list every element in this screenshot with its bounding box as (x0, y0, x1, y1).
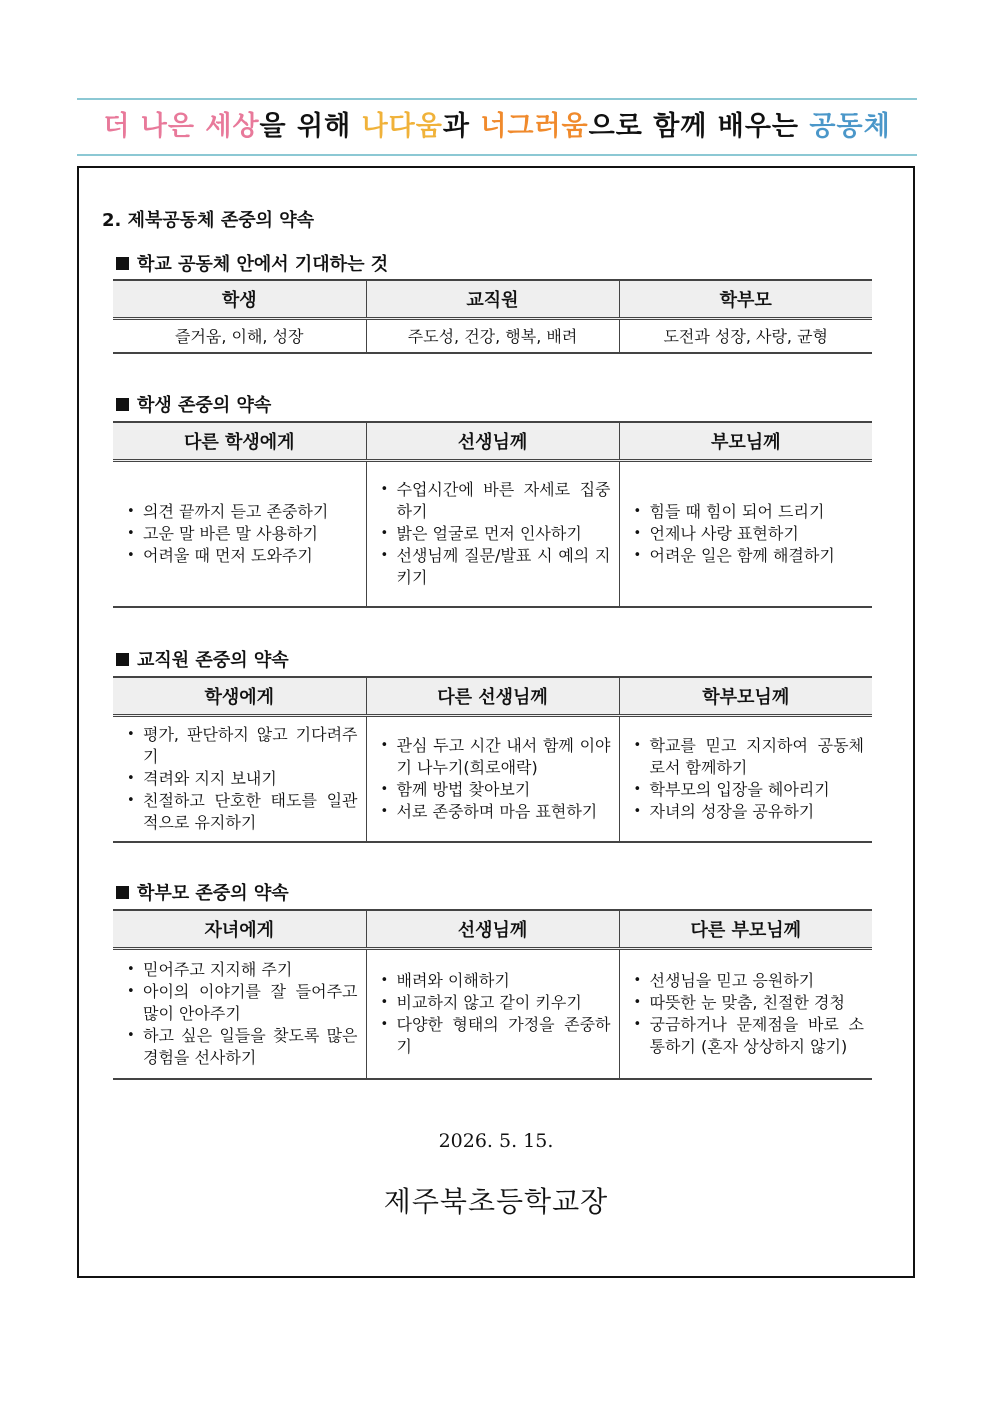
list-item: • 아이의 이야기를 잘 들어주고 많이 안아주기 (121, 981, 358, 1025)
table-row (113, 949, 872, 1079)
list-item: • 궁금하거나 문제점을 바로 소통하기 (혼자 상상하지 않기) (628, 1014, 865, 1058)
motto-segment: 을 위해 (259, 111, 362, 142)
document-date: 2026. 5. 15. (438, 1130, 554, 1152)
column-header: 다른 학생에게 (113, 422, 366, 461)
table-cell (366, 461, 619, 607)
motto-segment: 으로 함께 배우는 (588, 111, 810, 142)
parent-table (113, 909, 872, 1080)
motto-segment: 너그러움 (480, 111, 589, 142)
list-item: • 관심 두고 시간 내서 함께 이야기 나누기(희로애락) (375, 735, 611, 779)
column-header: 학생에게 (113, 677, 366, 716)
motto-segment: 공동체 (809, 111, 891, 142)
motto-banner (77, 98, 917, 156)
column-header: 학부모 (619, 280, 872, 319)
column-header: 자녀에게 (113, 910, 366, 949)
motto-segment: 나다움 (361, 111, 443, 142)
list-item: • 선생님께 질문/발표 시 예의 지키기 (375, 545, 611, 589)
table-row (113, 461, 872, 607)
column-header: 선생님께 (366, 422, 619, 461)
list-item: • 의견 끝까지 듣고 존중하기 (121, 501, 358, 523)
square-bullet-icon (116, 653, 129, 666)
list-item: • 다양한 형태의 가정을 존중하기 (375, 1014, 611, 1058)
list-item: • 선생님을 믿고 응원하기 (628, 970, 865, 992)
table-cell: 주도성, 건강, 행복, 배려 (366, 319, 619, 353)
student-heading (116, 391, 271, 417)
table-cell (113, 949, 366, 1079)
list-item: • 어려울 때 먼저 도와주기 (121, 545, 358, 567)
parent-heading (116, 879, 289, 905)
table-cell: 즐거움, 이해, 성장 (113, 319, 366, 353)
table-row (113, 319, 872, 353)
list-item: • 학교를 믿고 지지하여 공동체로서 함께하기 (628, 735, 865, 779)
table-header-row (113, 280, 872, 319)
list-item: • 밝은 얼굴로 먼저 인사하기 (375, 523, 611, 545)
list-item: • 학부모의 입장을 헤아리기 (628, 779, 865, 801)
table-cell: 도전과 성장, 사랑, 균형 (619, 319, 872, 353)
list-item: • 비교하지 않고 같이 키우기 (375, 992, 611, 1014)
staff-heading-text: 교직원 존중의 약속 (137, 650, 289, 671)
student-heading-text: 학생 존중의 약속 (137, 395, 272, 416)
column-header: 학생 (113, 280, 366, 319)
student-table (113, 421, 872, 608)
column-header: 부모님께 (619, 422, 872, 461)
parent-heading-text: 학부모 존중의 약속 (137, 883, 289, 904)
list-item: • 수업시간에 바른 자세로 집중하기 (375, 479, 611, 523)
list-item: • 어려운 일은 함께 해결하기 (628, 545, 865, 567)
table-cell (366, 949, 619, 1079)
expect-table (113, 279, 872, 354)
table-cell (619, 949, 872, 1079)
staff-table (113, 676, 872, 843)
list-item: • 언제나 사랑 표현하기 (628, 523, 865, 545)
column-header: 선생님께 (366, 910, 619, 949)
expect-heading-text: 학교 공동체 안에서 기대하는 것 (137, 254, 389, 275)
list-item: • 함께 방법 찾아보기 (375, 779, 611, 801)
list-item: • 친절하고 단호한 태도를 일관적으로 유지하기 (121, 790, 358, 834)
signer-name: 제주북초등학교장 (383, 1185, 609, 1218)
motto-segment: 더 나은 세상 (103, 111, 260, 142)
column-header: 교직원 (366, 280, 619, 319)
list-item: • 고운 말 바른 말 사용하기 (121, 523, 358, 545)
table-row (113, 716, 872, 842)
table-cell (619, 716, 872, 842)
square-bullet-icon (116, 257, 129, 270)
table-header-row (113, 677, 872, 716)
section-title: 2. 제북공동체 존중의 약속 (102, 210, 315, 231)
column-header: 다른 부모님께 (619, 910, 872, 949)
motto-text (77, 100, 917, 154)
column-header: 학부모님께 (619, 677, 872, 716)
list-item: • 서로 존중하며 마음 표현하기 (375, 801, 611, 823)
column-header: 다른 선생님께 (366, 677, 619, 716)
list-item: • 격려와 지지 보내기 (121, 768, 358, 790)
square-bullet-icon (116, 886, 129, 899)
table-header-row (113, 910, 872, 949)
table-cell (113, 461, 366, 607)
table-cell (113, 716, 366, 842)
list-item: • 믿어주고 지지해 주기 (121, 959, 358, 981)
list-item: • 평가, 판단하지 않고 기다려주기 (121, 724, 358, 768)
list-item: • 배려와 이해하기 (375, 970, 611, 992)
expect-heading (116, 250, 388, 276)
list-item: • 하고 싶은 일들을 찾도록 많은 경험을 선사하기 (121, 1025, 358, 1069)
table-cell (366, 716, 619, 842)
table-cell (619, 461, 872, 607)
table-header-row (113, 422, 872, 461)
list-item: • 자녀의 성장을 공유하기 (628, 801, 865, 823)
square-bullet-icon (116, 398, 129, 411)
list-item: • 힘들 때 힘이 되어 드리기 (628, 501, 865, 523)
motto-segment: 과 (442, 111, 481, 142)
staff-heading (116, 646, 289, 672)
list-item: • 따뜻한 눈 맞춤, 친절한 경청 (628, 992, 865, 1014)
